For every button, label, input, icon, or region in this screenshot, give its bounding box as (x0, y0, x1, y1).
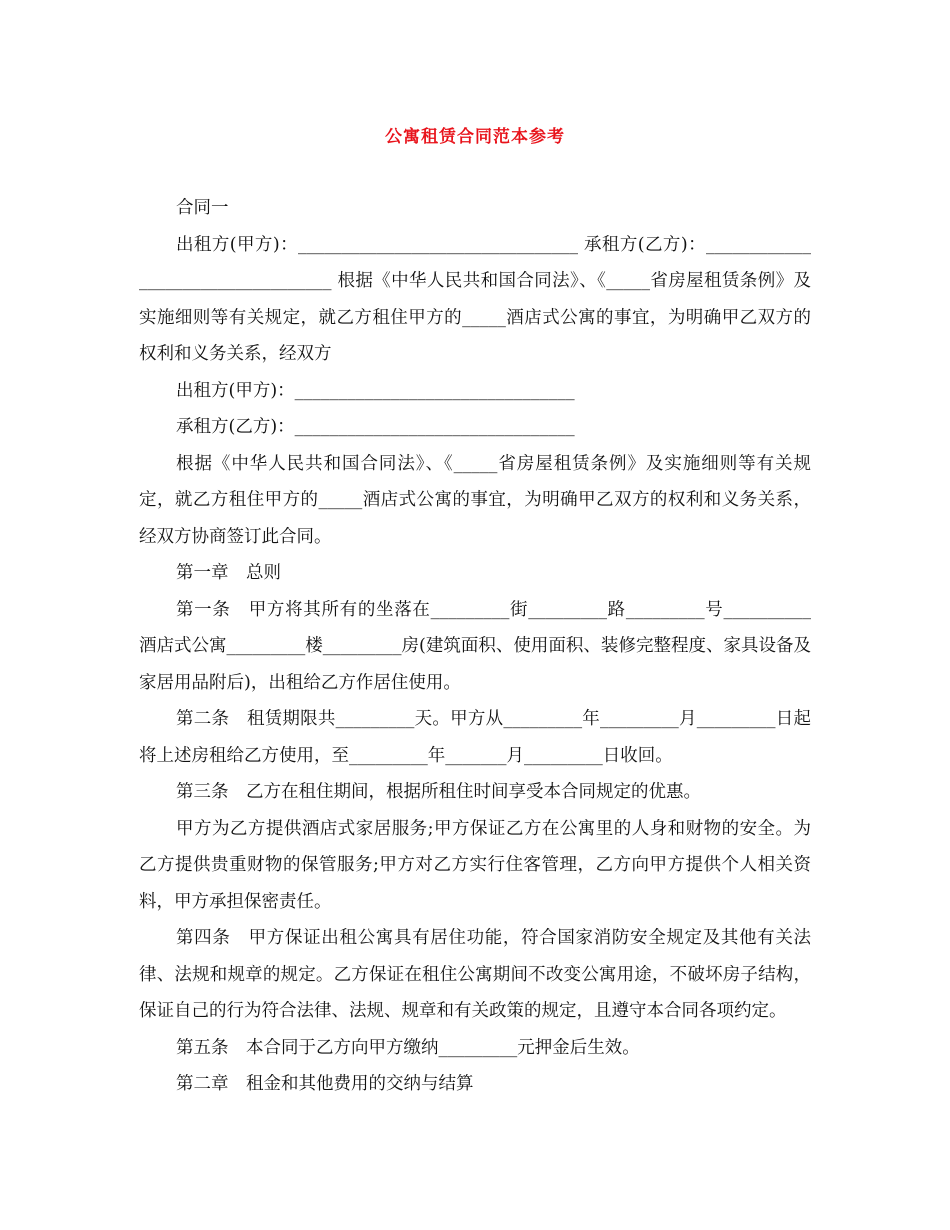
paragraph-lessor: 出租方(甲方)：________________________________ (176, 380, 575, 401)
paragraph-basis: 根据《中华人民共和国合同法》、《_____省房屋租赁条例》及实施细则等有关规定，就乙方租住甲方的_____酒店式公寓的事宜，为明确甲乙双方的权利和义务关系，经双方协商签订此合同。 (139, 453, 811, 547)
paragraph-contract-heading: 合同一 (176, 198, 229, 218)
article-5: 第五条 本合同于乙方向甲方缴纳_________元押金后生效。 (176, 1037, 640, 1058)
article-1: 第一条 甲方将其所有的坐落在_________街_________路_________号__________酒店式公寓_________楼_________房(建筑面积、使用面积、装修完整程度、家具设备及家居用品附后)，出租给乙方作居住使用。 (139, 599, 811, 693)
article-4: 第四条 甲方保证出租公寓具有居住功能，符合国家消防安全规定及其他有关法律、法规和规章的规定。乙方保证在租住公寓期间不改变公寓用途，不破坏房子结构，保证自己的行为符合法律、法规、规章和有关政策的规定，且遵守本合同各项约定。 (139, 928, 811, 1021)
article-2: 第二条 租赁期限共_________天。甲方从_________年_________月_________日起将上述房租给乙方使用，至_________年_______月_________日收回。 (139, 709, 811, 766)
paragraph-parties-intro: 出租方(甲方)：________________________________ 承租方(乙方)：__________________________________ 根据《中华人民共和国合同法》、《_____省房屋租赁条例》及实施细则等有关规定，就乙方租住甲方的_____酒店式公寓的事宜，为明确甲乙双方的权利和义务关系，经双方 (139, 234, 811, 364)
article-3: 第三条 乙方在租住期间，根据所租住时间享受本合同规定的优惠。 (176, 782, 701, 802)
chapter-2-heading: 第二章 租金和其他费用的交纳与结算 (176, 1074, 474, 1094)
paragraph-lessee: 承租方(乙方)：________________________________ (176, 417, 575, 437)
document-body (139, 190, 811, 1103)
article-3-services: 甲方为乙方提供酒店式家居服务;甲方保证乙方在公寓里的人身和财物的安全。为乙方提供贵重财物的保管服务;甲方对乙方实行住客管理，乙方向甲方提供个人相关资料，甲方承担保密责任。 (139, 818, 811, 912)
chapter-1-heading: 第一章 总则 (176, 563, 281, 583)
document-title: 公寓租赁合同范本参考 (385, 127, 565, 147)
